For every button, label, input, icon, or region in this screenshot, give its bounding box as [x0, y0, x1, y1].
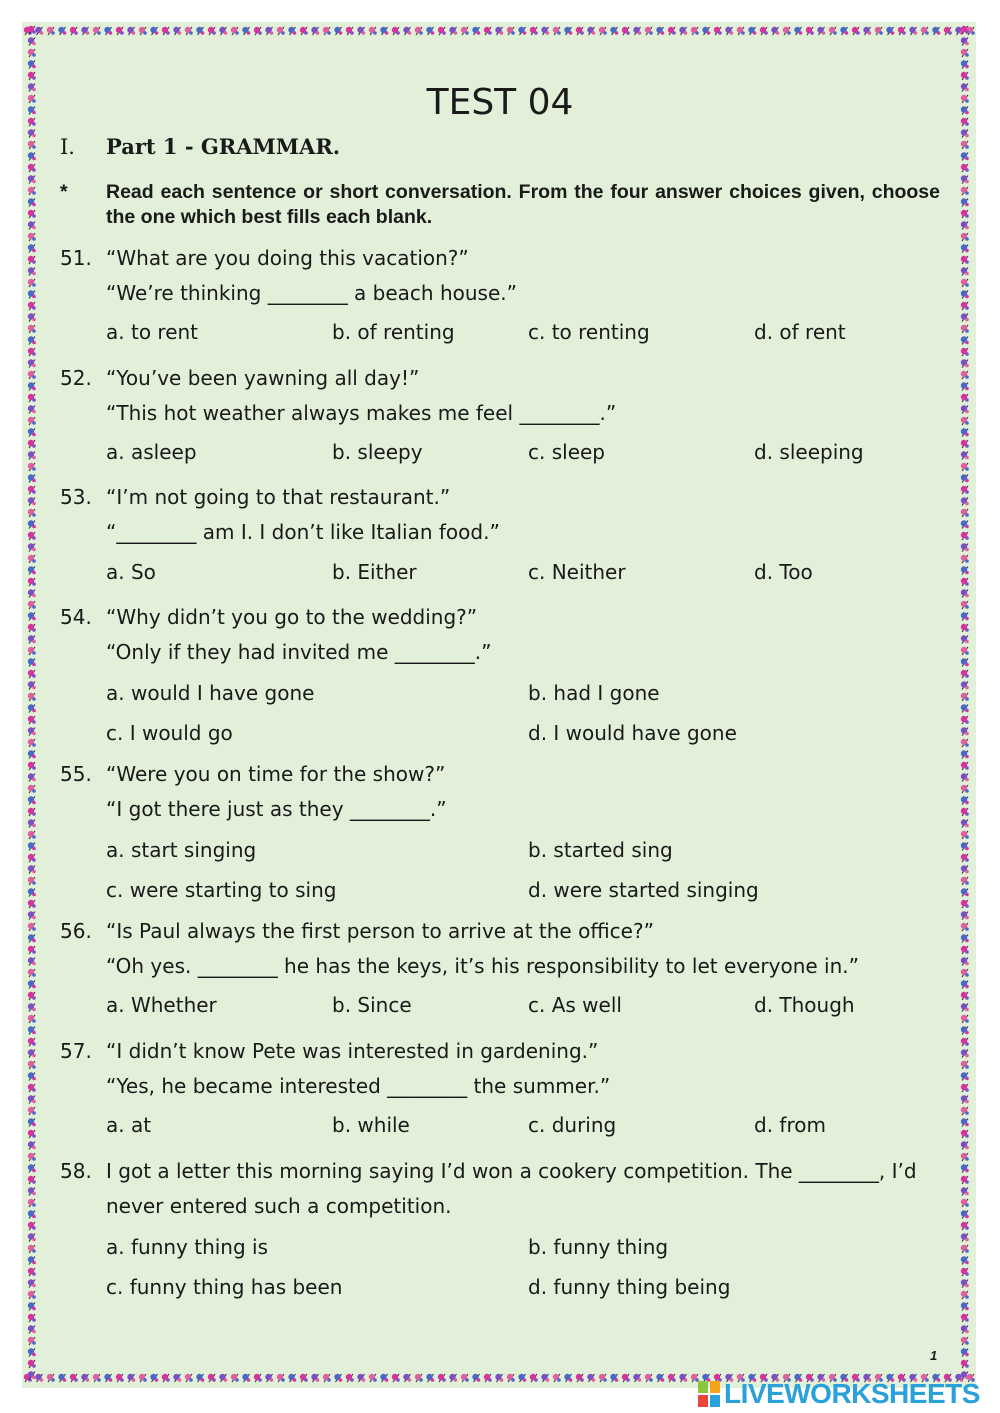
answer-option-a[interactable]: a. funny thing is [106, 1235, 269, 1259]
question-line: never entered such a competition. [106, 1194, 452, 1218]
decorative-border-left [22, 22, 42, 1388]
answer-option-d[interactable]: d. were started singing [528, 878, 759, 902]
question-line: “________ am I. I don’t like Italian food.” [106, 520, 500, 544]
answer-option-a[interactable]: a. Whether [106, 993, 217, 1017]
question-line: “Is Paul always the first person to arrive at the office?” [106, 919, 654, 943]
answer-option-b[interactable]: b. started sing [528, 838, 673, 862]
question-number: 51. [60, 246, 92, 270]
question-line: “Why didn’t you go to the wedding?” [106, 605, 478, 629]
question-number: 54. [60, 605, 92, 629]
question-number: 56. [60, 919, 92, 943]
answer-option-b[interactable]: b. while [332, 1113, 410, 1137]
part-heading [60, 134, 340, 159]
answer-option-a[interactable]: a. asleep [106, 440, 197, 464]
answer-option-c[interactable]: c. funny thing has been [106, 1275, 343, 1299]
answer-option-d[interactable]: d. funny thing being [528, 1275, 731, 1299]
question-line: “What are you doing this vacation?” [106, 246, 469, 270]
question-line: I got a letter this morning saying I’d won a cookery competition. The ________, I’d [106, 1159, 917, 1183]
page-number: 1 [930, 1348, 938, 1363]
answer-option-b[interactable]: b. sleepy [332, 440, 423, 464]
answer-option-d[interactable]: d. of rent [754, 320, 846, 344]
question-line: “Oh yes. ________ he has the keys, it’s his responsibility to let everyone in.” [106, 954, 859, 978]
question-line: “Only if they had invited me ________.” [106, 640, 492, 664]
answer-option-c[interactable]: c. Neither [528, 560, 626, 584]
question-line: “Yes, he became interested ________ the summer.” [106, 1074, 611, 1098]
answer-option-a[interactable]: a. So [106, 560, 156, 584]
answer-option-a[interactable]: a. at [106, 1113, 152, 1137]
answer-option-b[interactable]: b. funny thing [528, 1235, 669, 1259]
question-line: “I’m not going to that restaurant.” [106, 485, 451, 509]
answer-option-c[interactable]: c. sleep [528, 440, 605, 464]
answer-option-d[interactable]: d. Though [754, 993, 855, 1017]
question-number: 53. [60, 485, 92, 509]
part-number: I. [60, 135, 75, 159]
question-number: 57. [60, 1039, 92, 1063]
answer-option-c[interactable]: c. during [528, 1113, 617, 1137]
answer-option-a[interactable]: a. start singing [106, 838, 257, 862]
instruction-text: Read each sentence or short conversation. From the four answer choices given, choose the one which best fills each blank. [106, 181, 940, 228]
test-title: TEST 04 [426, 82, 574, 123]
answer-option-c[interactable]: c. were starting to sing [106, 878, 337, 902]
answer-option-b[interactable]: b. Either [332, 560, 417, 584]
question-number: 55. [60, 762, 92, 786]
answer-option-b[interactable]: b. Since [332, 993, 412, 1017]
answer-option-b[interactable]: b. had I gone [528, 681, 660, 705]
answer-option-c[interactable]: c. I would go [106, 721, 233, 745]
liveworksheets-logo[interactable] [698, 1378, 980, 1410]
liveworksheets-logo-text: LIVEWORKSHEETS [724, 1378, 980, 1409]
part-label: Part 1 - GRAMMAR. [106, 134, 341, 159]
decorative-border-top [22, 22, 976, 40]
question-line: “This hot weather always makes me feel ________.” [106, 401, 617, 425]
instructions [60, 180, 940, 230]
instruction-bullet: * [60, 181, 68, 203]
question-number: 52. [60, 366, 92, 390]
answer-option-d[interactable]: d. sleeping [754, 440, 864, 464]
question-number: 58. [60, 1159, 92, 1183]
decorative-border-right [954, 22, 976, 1388]
question-line: “Were you on time for the show?” [106, 762, 446, 786]
answer-option-a[interactable]: a. would I have gone [106, 681, 315, 705]
question-line: “I got there just as they ________.” [106, 797, 447, 821]
question-line: “We’re thinking ________ a beach house.” [106, 281, 517, 305]
answer-option-b[interactable]: b. of renting [332, 320, 455, 344]
question-line: “I didn’t know Pete was interested in gardening.” [106, 1039, 599, 1063]
answer-option-c[interactable]: c. to renting [528, 320, 650, 344]
answer-option-a[interactable]: a. to rent [106, 320, 199, 344]
answer-option-c[interactable]: c. As well [528, 993, 622, 1017]
answer-option-d[interactable]: d. Too [754, 560, 813, 584]
question-line: “You’ve been yawning all day!” [106, 366, 420, 390]
answer-option-d[interactable]: d. from [754, 1113, 826, 1137]
answer-option-d[interactable]: d. I would have gone [528, 721, 737, 745]
liveworksheets-logo-icon [698, 1381, 720, 1407]
